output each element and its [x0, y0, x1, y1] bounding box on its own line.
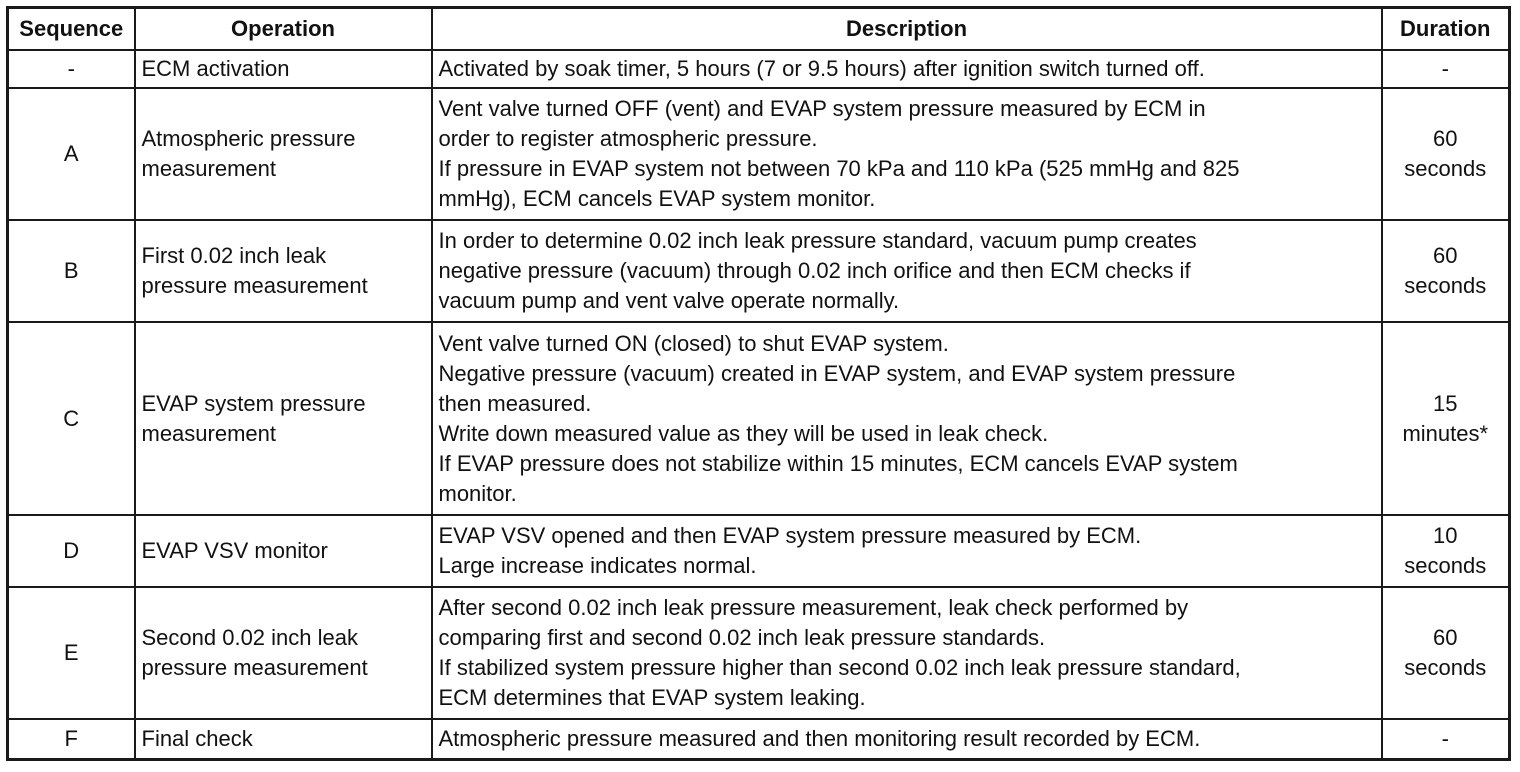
table-row	[8, 322, 1510, 515]
operation-line: First 0.02 inch leak	[141, 243, 327, 268]
cell-description	[432, 587, 1382, 719]
duration-line: 60	[1433, 243, 1458, 268]
description-line: Negative pressure (vacuum) created in EVAP system, and EVAP system pressure	[438, 360, 1236, 386]
cell-sequence: E	[8, 587, 135, 719]
cell-description	[432, 719, 1382, 759]
operation-line: measurement	[141, 420, 277, 446]
header-row	[8, 8, 1510, 51]
table-row	[8, 220, 1510, 322]
cell-operation	[135, 88, 432, 220]
cell-operation	[135, 50, 432, 88]
operation-line: pressure measurement	[141, 655, 368, 680]
duration-line: -	[1441, 725, 1449, 751]
operation-line: EVAP system pressure	[141, 390, 366, 416]
cell-description	[432, 220, 1382, 322]
table-row	[8, 587, 1510, 719]
header-sequence: Sequence	[8, 8, 135, 51]
duration-line: -	[1441, 56, 1449, 81]
table-row	[8, 719, 1510, 759]
cell-duration	[1382, 719, 1510, 759]
cell-description	[432, 88, 1382, 220]
description-line: Activated by soak timer, 5 hours (7 or 9.5 hours) after ignition switch turned off.	[438, 56, 1205, 81]
cell-description	[432, 515, 1382, 587]
description-line: Write down measured value as they will be used in leak check.	[438, 420, 1049, 446]
cell-duration	[1382, 515, 1510, 587]
cell-operation	[135, 515, 432, 587]
description-line: mmHg), ECM cancels EVAP system monitor.	[438, 186, 876, 211]
description-line: ECM determines that EVAP system leaking.	[438, 685, 866, 710]
description-line: monitor.	[438, 480, 517, 506]
cell-operation	[135, 719, 432, 759]
table-row	[8, 88, 1510, 220]
evap-monitor-table-container	[6, 6, 1508, 761]
cell-description	[432, 50, 1382, 88]
header-duration: Duration	[1382, 8, 1510, 51]
duration-line: 15	[1433, 390, 1458, 416]
header-operation: Operation	[135, 8, 432, 51]
operation-line: EVAP VSV monitor	[141, 538, 328, 563]
description-line: If stabilized system pressure higher than second 0.02 inch leak pressure standard,	[438, 655, 1241, 680]
duration-line: 60	[1433, 126, 1458, 151]
cell-operation	[135, 322, 432, 515]
duration-line: seconds	[1404, 655, 1487, 680]
description-line: Large increase indicates normal.	[438, 553, 757, 578]
cell-sequence: D	[8, 515, 135, 587]
cell-duration	[1382, 88, 1510, 220]
cell-sequence: C	[8, 322, 135, 515]
cell-sequence: A	[8, 88, 135, 220]
cell-duration	[1382, 220, 1510, 322]
cell-sequence: -	[8, 50, 135, 88]
description-line: If pressure in EVAP system not between 70 kPa and 110 kPa (525 mmHg and 825	[438, 156, 1240, 181]
table-row	[8, 50, 1510, 88]
table-body	[8, 50, 1510, 759]
description-line: Vent valve turned OFF (vent) and EVAP system pressure measured by ECM in	[438, 96, 1206, 121]
duration-line: 60	[1433, 625, 1458, 650]
cell-operation	[135, 220, 432, 322]
operation-line: Final check	[141, 725, 253, 751]
operation-line: measurement	[141, 156, 277, 181]
description-line: Vent valve turned ON (closed) to shut EVAP system.	[438, 330, 949, 356]
duration-line: seconds	[1404, 273, 1487, 298]
description-line: then measured.	[438, 390, 592, 416]
operation-line: pressure measurement	[141, 273, 368, 298]
table-row	[8, 515, 1510, 587]
duration-line: seconds	[1404, 156, 1487, 181]
duration-line: minutes*	[1402, 420, 1489, 446]
cell-operation	[135, 587, 432, 719]
description-line: If EVAP pressure does not stabilize within 15 minutes, ECM cancels EVAP system	[438, 450, 1238, 476]
cell-sequence: F	[8, 719, 135, 759]
cell-description	[432, 322, 1382, 515]
evap-monitor-table	[6, 6, 1511, 761]
description-line: Atmospheric pressure measured and then monitoring result recorded by ECM.	[438, 725, 1201, 751]
operation-line: Atmospheric pressure	[141, 126, 356, 151]
cell-sequence: B	[8, 220, 135, 322]
operation-line: Second 0.02 inch leak	[141, 625, 358, 650]
cell-duration	[1382, 587, 1510, 719]
description-line: order to register atmospheric pressure.	[438, 126, 818, 151]
cell-duration	[1382, 50, 1510, 88]
operation-line: ECM activation	[141, 56, 290, 81]
description-line: comparing first and second 0.02 inch leak pressure standards.	[438, 625, 1046, 650]
description-line: After second 0.02 inch leak pressure measurement, leak check performed by	[438, 595, 1189, 620]
description-line: In order to determine 0.02 inch leak pressure standard, vacuum pump creates	[438, 228, 1197, 253]
duration-line: seconds	[1404, 553, 1487, 578]
duration-line: 10	[1433, 523, 1458, 548]
header-description: Description	[432, 8, 1382, 51]
cell-duration	[1382, 322, 1510, 515]
description-line: vacuum pump and vent valve operate normally.	[438, 288, 900, 313]
description-line: negative pressure (vacuum) through 0.02 inch orifice and then ECM checks if	[438, 258, 1191, 283]
description-line: EVAP VSV opened and then EVAP system pressure measured by ECM.	[438, 523, 1142, 548]
